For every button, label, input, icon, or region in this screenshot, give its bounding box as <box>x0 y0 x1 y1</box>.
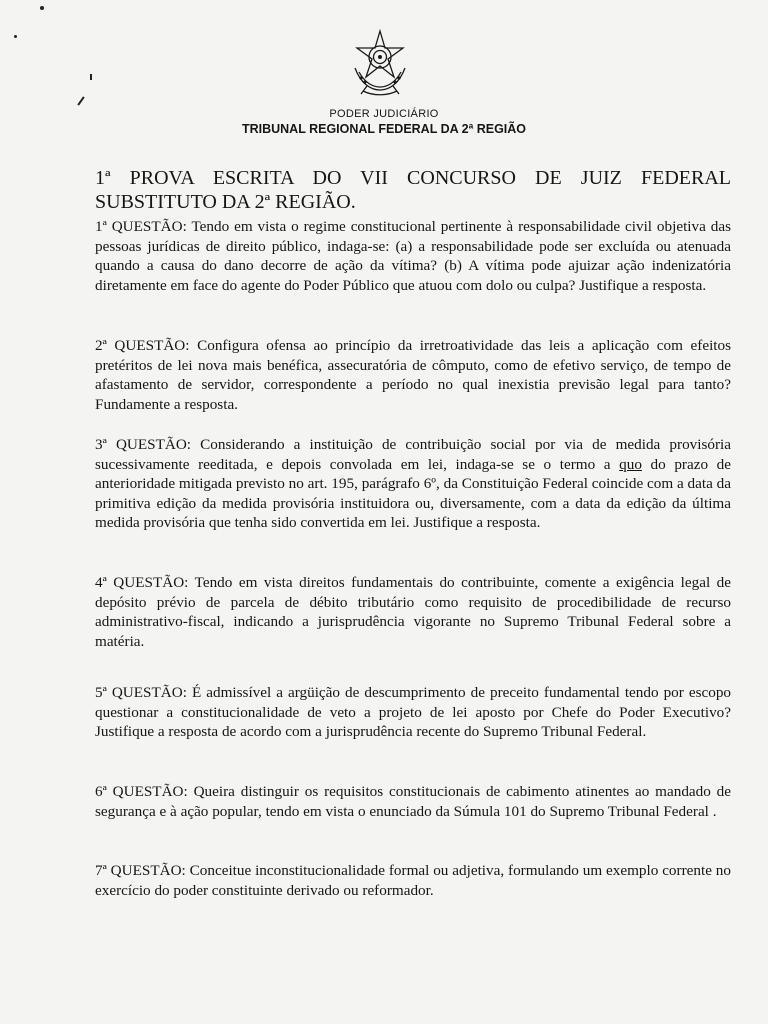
question-text: do prazo de anterioridade mitigada previsto no art. 195, parágrafo 6º, da Constituição Federal coincide com a data da primitiva edição da medida provisória instituidora ou, diversamente, com a data da edição da última medida provisória que tenha sido convertida em lei. Justifique a resposta. <box>95 455 732 532</box>
question-text: Tendo em vista direitos fundamentais do contribuinte, comente a exigência legal de depósito prévio de parcela de débito tributário como requisito de procedibilidade de recurso administrativo-fiscal, indicando a jurisprudência vigorante no Supremo Tribunal Federal sobre a matéria. <box>95 574 731 650</box>
question-label: QUESTÃO: <box>111 218 187 235</box>
question-underlined-term: quo <box>619 455 642 473</box>
scan-speck <box>40 6 44 10</box>
question-text: Tendo em vista o regime constitucional pertinente à responsabilidade civil objetiva das pessoas jurídicas de direito público, indaga-se: (a) a responsabilidade pode ser excluída ou atenuada quando a causa do dano decorre de ação da vítima? (b) A vítima pode ajuizar ação indenizatória diretamente em face do agente do Poder Público que atuou com dolo ou culpa? Justifique a resposta. <box>95 218 732 294</box>
question-3 <box>95 435 731 533</box>
question-number: 1ª <box>95 218 107 235</box>
question-number: 6ª <box>95 783 107 800</box>
exam-title: 1ª PROVA ESCRITA DO VII CONCURSO DE JUIZ FEDERAL SUBSTITUTO DA 2ª REGIÃO. <box>95 167 731 213</box>
question-number: 3ª <box>95 436 107 453</box>
question-4 <box>95 573 731 651</box>
scan-speck <box>90 74 92 80</box>
question-label: QUESTÃO: <box>111 684 187 701</box>
scan-speck <box>77 96 84 105</box>
question-number: 7ª <box>95 862 107 879</box>
question-text: Queira distinguir os requisitos constitucionais de cabimento atinentes ao mandado de segurança e à ação popular, tendo em vista o enunciado da Súmula 101 do Supremo Tribunal Federal . <box>95 783 732 820</box>
question-number: 5ª <box>95 684 107 701</box>
question-number: 4ª <box>95 574 107 591</box>
question-2 <box>95 336 731 414</box>
question-label: QUESTÃO: <box>113 574 189 591</box>
question-label: QUESTÃO: <box>112 783 188 800</box>
question-text: Conceitue inconstitucionalidade formal ou adjetiva, formulando um exemplo corrente no exercício do poder constituinte derivado ou reformador. <box>95 862 731 899</box>
question-text: Configura ofensa ao princípio da irretroatividade das leis a aplicação com efeitos pretéritos de lei nova mais benéfica, assecuratória de cômputo, como de efetivo serviço, de tempo de afastamento de servidor, correspondente a período no qual inexistia previsão legal para tanto? Fundamente a resposta. <box>95 337 732 413</box>
question-5 <box>95 683 731 742</box>
question-label: QUESTÃO: <box>115 436 192 453</box>
question-1 <box>95 217 731 295</box>
question-number: 2ª <box>95 337 107 354</box>
question-label: QUESTÃO: <box>114 337 190 354</box>
header-power: PODER JUDICIÁRIO <box>329 108 439 120</box>
brazil-coat-of-arms-icon <box>347 28 413 98</box>
question-7 <box>95 861 731 900</box>
question-label: QUESTÃO: <box>110 862 186 879</box>
header-court: TRIBUNAL REGIONAL FEDERAL DA 2ª REGIÃO <box>241 122 527 136</box>
question-6 <box>95 782 731 821</box>
scan-speck <box>14 35 17 38</box>
question-text: Considerando a instituição de contribuição social por via de medida provisória sucessivamente reeditada, e depois convolada em lei, indaga-se se o termo a <box>95 436 731 473</box>
question-text: É admissível a argüição de descumprimento de preceito fundamental tendo por escopo questionar a constitucionalidade de veto a projeto de lei aposto por Chefe do Poder Executivo? Justifique a resposta de acordo com a jurisprudência recente do Supremo Tribunal Federal. <box>95 684 732 741</box>
